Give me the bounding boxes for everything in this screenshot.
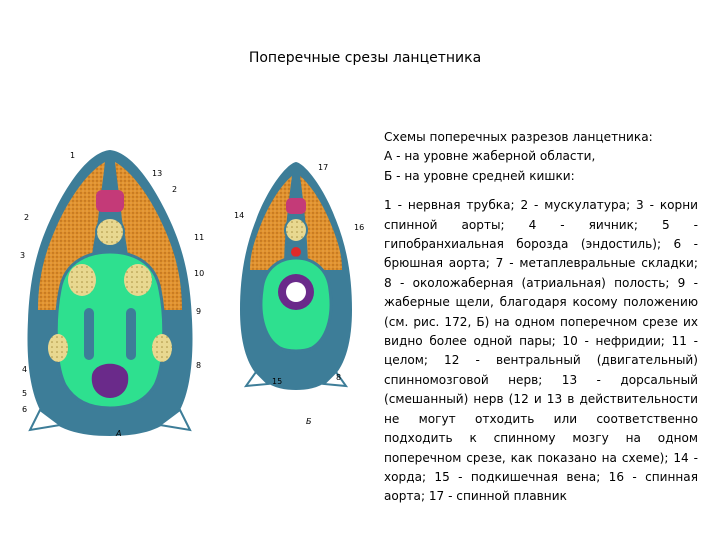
section-a-endostyle	[92, 364, 129, 398]
page-title: Поперечные срезы ланцетника	[248, 50, 482, 66]
section-a-metapleural-fold-right	[152, 334, 172, 362]
caption-header-line-1: Схемы поперечных разрезов ланцетника:	[384, 130, 653, 144]
section-b-neural-tube	[286, 198, 306, 214]
section-a	[28, 150, 193, 436]
label-a-5: 5	[22, 389, 28, 398]
section-a-gill-slit-2	[126, 308, 136, 360]
figure-label-a: А	[116, 429, 122, 438]
label-a-2-left: 2	[24, 213, 30, 222]
figure-caption	[384, 128, 698, 507]
label-a-2-right: 2	[172, 185, 178, 194]
caption-header-line-3: Б - на уровне средней кишки:	[384, 168, 575, 183]
section-a-gonad-left	[68, 264, 96, 296]
section-b-gut-lumen	[286, 282, 306, 302]
label-a-3: 3	[20, 251, 26, 260]
label-a-6: 6	[22, 405, 28, 414]
section-a-gill-slit-1	[84, 308, 94, 360]
label-a-4: 4	[22, 365, 28, 374]
section-a-metapleural-fold-left	[48, 334, 68, 362]
label-b-8: 8	[336, 373, 342, 382]
lancelet-cross-sections-figure	[0, 140, 370, 450]
label-b-15: 15	[272, 377, 283, 386]
section-a-notochord	[96, 218, 124, 246]
label-b-16: 16	[354, 223, 365, 232]
section-b-notochord	[285, 218, 307, 242]
label-b-14: 14	[234, 211, 245, 220]
label-a-9: 9	[196, 307, 202, 316]
label-a-10: 10	[194, 269, 205, 278]
label-a-11: 11	[194, 233, 205, 242]
label-a-1: 1	[70, 151, 76, 160]
caption-legend: 1 - нервная трубка; 2 - мускулатура; 3 - корни спинной аорты; 4 - яичник; 5 - гипобранхиальная борозда (эндостиль); 6 - брюшная аорта; 7 - метаплевральные складки; 8 - околожаберная (атриальная) полость; 9 - жаберные щели, благодаря косому положению (см. рис. 172, Б) на одном поперечном срезе их видно более одной пары; 10 - нефридии; 11 - целом; 12 - вентральный (двигательный) спинномозговой нерв; 13 - дорсальный (смешанный) нерв (12 и 13 в действительности не могут отходить или соответственно подходить к спинному мозгу на одном поперечном срезе, как показано на схеме); 14 - хорда; 15 - подкишечная вена; 16 - спинная аорта; 17 - спинной плавник	[384, 198, 698, 504]
section-b-dorsal-aorta	[291, 247, 301, 257]
caption-header-line-2: А - на уровне жаберной области,	[384, 149, 596, 164]
figure-label-b: Б	[306, 417, 312, 426]
label-b-17: 17	[318, 163, 329, 172]
label-a-8: 8	[196, 361, 202, 370]
section-a-neural-tube	[96, 190, 124, 212]
section-b	[240, 162, 352, 390]
section-a-gonad-right	[124, 264, 152, 296]
label-a-13: 13	[152, 169, 163, 178]
caption-header	[384, 128, 698, 186]
